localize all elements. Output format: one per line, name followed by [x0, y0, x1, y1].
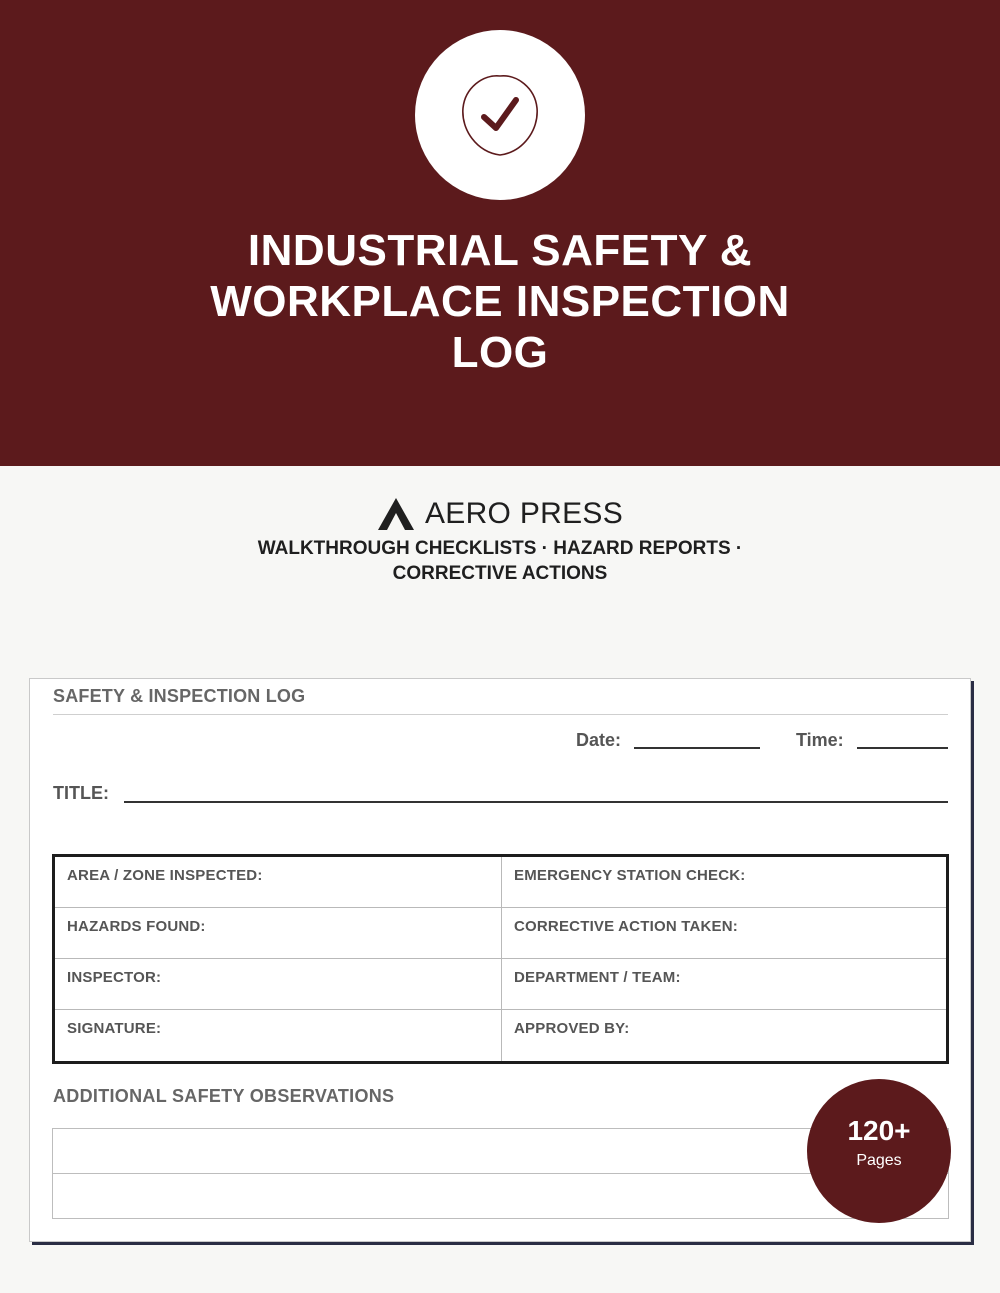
brand-row: [0, 494, 1000, 534]
logo-circle: [415, 30, 585, 200]
table-cell: SIGNATURE:: [55, 1010, 502, 1061]
divider: [53, 714, 948, 715]
brand-name: AERO PRESS: [424, 497, 624, 530]
date-field-line: [634, 747, 760, 749]
triangle-a-icon: [377, 497, 415, 531]
table-cell: AREA / ZONE INSPECTED:: [55, 857, 502, 908]
page-count-label: Pages: [856, 1152, 902, 1169]
title-field-line: [124, 801, 948, 803]
form-header: SAFETY & INSPECTION LOG: [53, 686, 306, 706]
cover-title: [100, 225, 900, 378]
info-table: [52, 854, 949, 1064]
shield-check-icon: [457, 70, 543, 160]
title-label: TITLE:: [53, 783, 109, 803]
tagline-line: CORRECTIVE ACTIONS: [392, 563, 608, 584]
table-cell: EMERGENCY STATION CHECK:: [502, 857, 946, 908]
cover-title-line: LOG: [451, 328, 549, 377]
cover-header-band: [0, 0, 1000, 466]
table-cell: CORRECTIVE ACTION TAKEN:: [502, 908, 946, 959]
page-count: 120+: [847, 1115, 911, 1146]
table-cell: APPROVED BY:: [514, 1020, 630, 1037]
observations-title: ADDITIONAL SAFETY OBSERVATIONS: [53, 1086, 395, 1106]
cover-title-line: WORKPLACE INSPECTION: [210, 277, 790, 326]
time-field-line: [857, 747, 948, 749]
page-count-badge: [807, 1079, 951, 1223]
cover-title-line: INDUSTRIAL SAFETY &: [247, 226, 753, 275]
date-label: Date:: [576, 730, 622, 750]
time-label: Time:: [796, 730, 844, 750]
table-cell: HAZARDS FOUND:: [55, 908, 502, 959]
tagline: [200, 536, 800, 586]
tagline-line: WALKTHROUGH CHECKLISTS · HAZARD REPORTS ·: [257, 538, 743, 559]
table-cell: DEPARTMENT / TEAM:: [502, 959, 946, 1010]
table-cell: INSPECTOR:: [55, 959, 502, 1010]
